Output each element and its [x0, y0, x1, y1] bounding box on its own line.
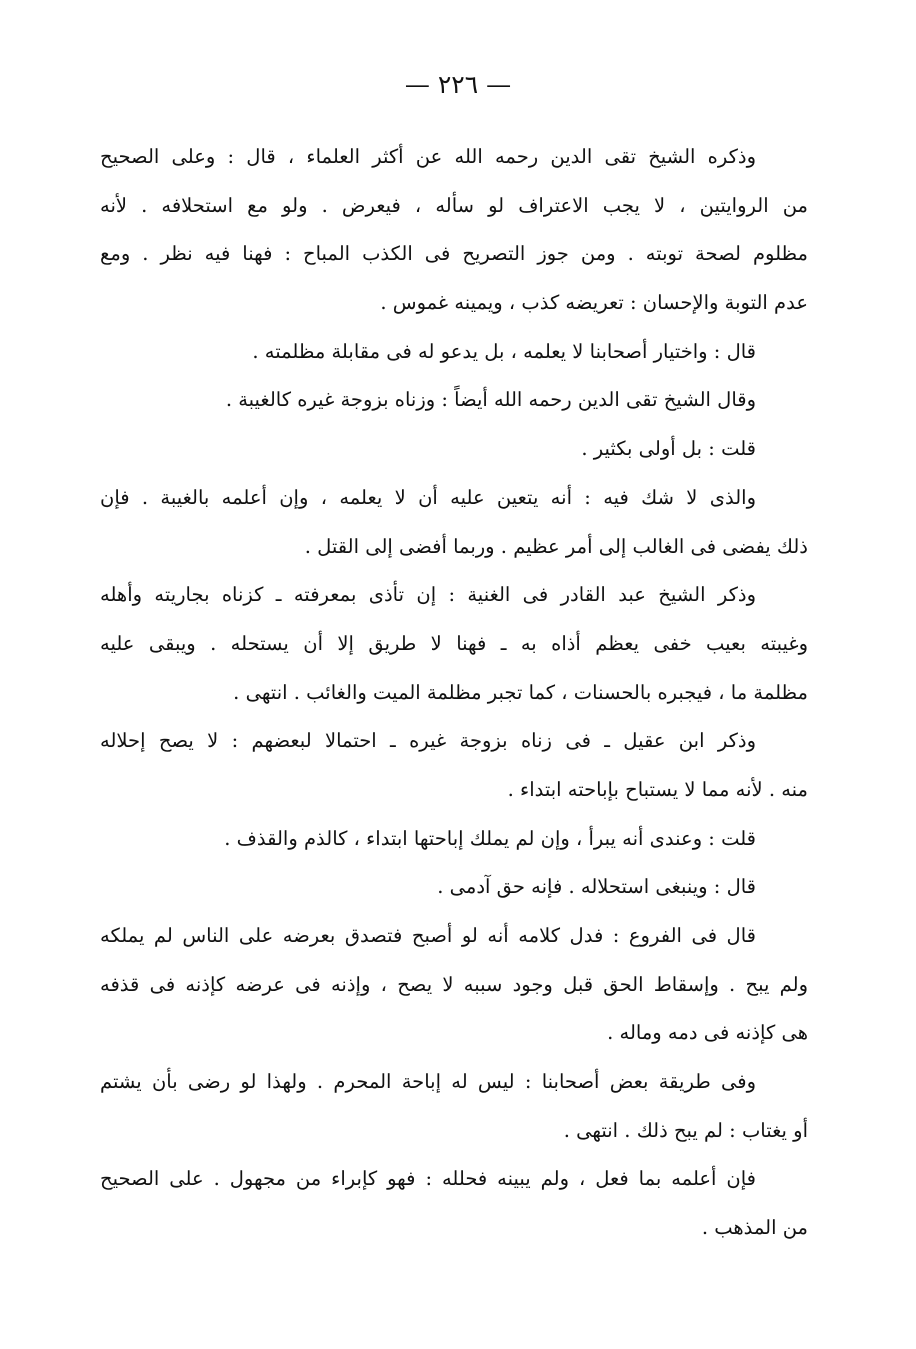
text-line: هى كإذنه فى دمه وماله . [607, 1021, 808, 1045]
page-number: — ٢٢٦ — [404, 70, 512, 99]
text-line: وغيبته بعيب خفى يعظم أذاه به ـ فهنا لا طريق إلا أن يستحله . ويبقى عليه [100, 631, 808, 655]
text-line: وذكره الشيخ تقى الدين رحمه الله عن أكثر العلماء ، قال : وعلى الصحيح [100, 145, 756, 168]
text-line: فإن أعلمه بما فعل ، ولم يبينه فحلله : فهو كإبراء من مجهول . على الصحيح [100, 1167, 756, 1191]
text-line: ولم يبح . وإسقاط الحق قبل وجود سببه لا يصح ، وإذنه فى عرضه كإذنه فى قذفه [100, 972, 808, 996]
text-line: أو يغتاب : لم يبح ذلك . انتهى . [563, 1118, 808, 1142]
body-text [100, 133, 808, 1253]
text-line: منه . لأنه مما لا يستباح بإباحته ابتداء . [507, 777, 808, 801]
text-line: قال : وينبغى استحلاله . فإنه حق آدمى . [437, 875, 756, 899]
text-line: مظلمة ما ، فيجبره بالحسنات ، كما تجبر مظلمة الميت والغائب . انتهى . [233, 680, 808, 704]
text-line: مظلوم لصحة توبته . ومن جوز التصريح فى الكذب المباح : فهنا فيه نظر . ومع [100, 242, 808, 266]
text-line: وذكر الشيخ عبد القادر فى الغنية : إن تأذى بمعرفته ـ كزناه بجاريته وأهله [100, 583, 756, 607]
text-line: قلت : بل أولى بكثير . [581, 437, 756, 461]
text-line: وقال الشيخ تقى الدين رحمه الله أيضاً : وزناه بزوجة غيره كالغيبة . [225, 388, 756, 412]
text-line: من الروايتين ، لا يجب الاعتراف لو سأله ، فيعرض . ولو مع استحلافه . لأنه [100, 193, 808, 217]
text-line: قلت : وعندى أنه يبرأ ، وإن لم يملك إباحتها ابتداء ، كالذم والقذف . [224, 826, 756, 850]
text-line: وفى طريقة بعض أصحابنا : ليس له إباحة المحرم . ولهذا لو رضى بأن يشتم [100, 1070, 756, 1094]
text-line: ذلك يفضى فى الغالب إلى أمر عظيم . وربما أفضى إلى القتل . [304, 534, 808, 558]
text-line: قال : واختيار أصحابنا لا يعلمه ، بل يدعو له فى مقابلة مظلمته . [252, 339, 756, 363]
text-line: وذكر ابن عقيل ـ فى زناه بزوجة غيره ـ احتمالا لبعضهم : لا يصح إحلاله [100, 729, 756, 753]
text-line: قال فى الفروع : فدل كلامه أنه لو أصبح فتصدق بعرضه على الناس لم يملكه [100, 924, 756, 947]
text-line: من المذهب . [701, 1216, 808, 1240]
text-line: عدم التوبة والإحسان : تعريضه كذب ، ويمينه غموس . [380, 291, 808, 315]
text-line: والذى لا شك فيه : أنه يتعين عليه أن لا يعلمه ، وإن أعلمه بالغيبة . فإن [100, 485, 756, 509]
